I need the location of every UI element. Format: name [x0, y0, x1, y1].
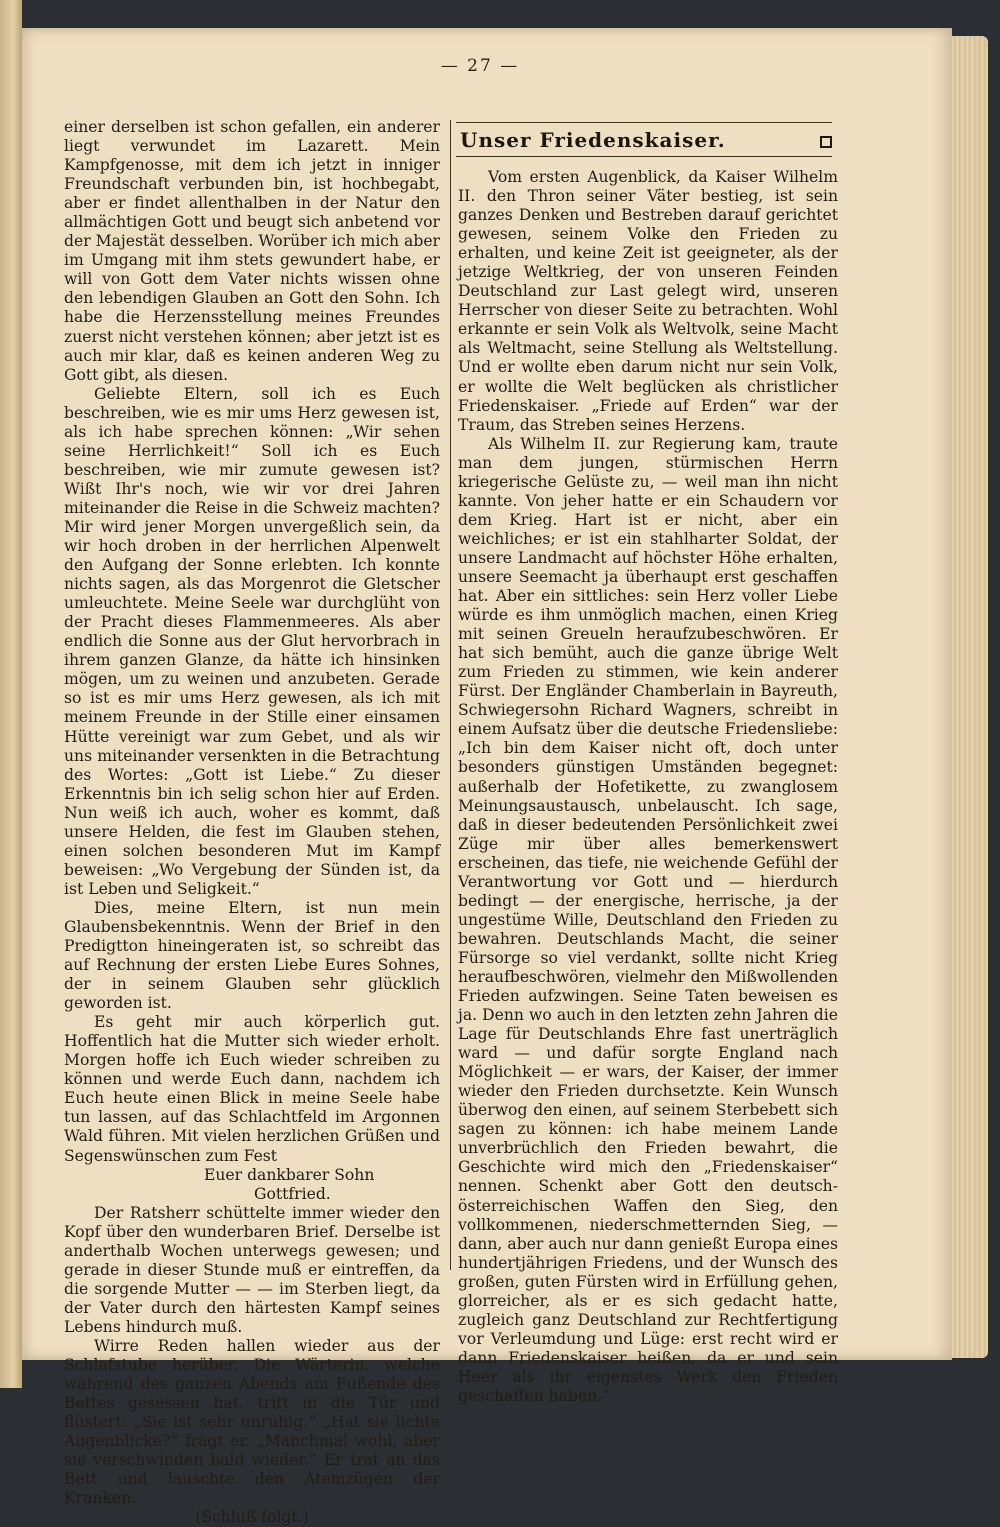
paragraph: Geliebte Eltern, soll ich es Euch beschreiben, wie es mir ums Herz gewesen ist, als ich habe sprechen können: „Wir sehen seine Herrlichkeit!“ Soll ich es Euch beschreiben, wie mir zumute gewesen ist? Wißt Ihr's noch, wie wir vor drei Jahren miteinander die Reise in die Schweiz machten? Mir wird jener Morgen unvergeßlich sein, da wir hoch droben in der herrlichen Alpenwelt den Aufgang der Sonne erlebten. Ich konnte nichts sagen, als das Morgenrot die Gletscher umleuchtete. Meine Seele war durchglüht von der Pracht dieses Flammenmeeres. Als aber endlich die Sonne aus der Glut hervorbrach in ihrem ganzen Glanze, da hätte ich hinsinken mögen, um zu weinen und anzubeten. Gerade so ist es mir ums Herz gewesen, als ich mit meinem Freunde in der Stille einer einsamen Hütte vereinigt war zum Gebet, und als wir uns miteinander versenkten in die Betrachtung des Wortes: „Gott ist Liebe.“ Zu dieser Erkenntnis bin ich selig schon hier auf Erden. Nun weiß ich auch, woher es kommt, daß unsere Helden, die fest im Glauben stehen, einen solchen besonderen Mut im Kampf beweisen: „Wo Vergebung der Sünden ist, da ist Leben und Seligkeit.“ — [64, 384, 440, 898]
book-spine — [0, 0, 22, 1388]
right-column — [458, 168, 838, 1406]
paragraph: Wirre Reden hallen wieder aus der Schlafstube herüber. Die Wärterin, welche während des ganzen Abends am Fußende des Bettes gesessen hat, tritt in die Tür und flüstert: „Sie ist sehr unruhig.“ „Hat sie lichte Augenblicke?“ fragt er. „Manchmal wohl, aber sie verschwinden bald wieder.“ Er trat an das Bett und lauschte den Atemzügen der Kranken. — [64, 1337, 440, 1508]
page-number: — 27 — — [440, 56, 520, 76]
paragraph: Als Wilhelm II. zur Regierung kam, traute man dem jungen, stürmischen Herrn kriegerische Gelüste zu, — weil man ihn nicht kannte. Von jeher hatte er ein Schaudern vor dem Krieg. Hart ist er nicht, aber ein weichliches; er ist ein stahlharter Soldat, der unsere Landmacht auf höchster Höhe erhalten, unsere Seemacht ja überhaupt erst geschaffen hat. Aber ein sittliches: sein Herz voller Liebe würde es ihm unmöglich machen, einen Krieg mit seinen Greueln heraufzubeschwören. Er hat sich bemüht, auch die ganze übrige Welt zum Frieden zu stimmen, wie kein anderer Fürst. Der Engländer Chamberlain in Bayreuth, Schwiegersohn Richard Wagners, schreibt in einem Aufsatz über die deutsche Friedensliebe: „Ich bin dem Kaiser nicht oft, doch unter besonders günstigen Umständen begegnet: außerhalb der Hofetikette, zu zwanglosem Meinungsaustausch, unbelauscht. Ich sage, daß in dieser bedeutenden Persönlichkeit zwei Züge mir über alles bemerkenswert erscheinen, das tiefe, nie weichende Gefühl der Verantwortung vor Gott und — hierdurch bedingt — der energische, herrische, ja der ungestüme Wille, Deutschland den Frieden zu bewahren. Deutschlands Macht, die seiner Fürsorge so viel verdankt, sollte nicht Krieg heraufbeschwören, vielmehr den Mißwollenden Frieden aufzwingen. Seine Taten beweisen es ja. Denn wo auch in den letzten zehn Jahren die Lage für Deutschlands Ehre fast unerträglich ward — und dafür sorgte England nach Möglichkeit — er wars, der Kaiser, der immer wieder den Frieden durchsetzte. Kein Wunsch überwog den einen, auf seinem Sterbebett sich sagen zu können: ich habe meinem Lande unverbrüchlich den Frieden bewahrt, die Geschichte wird mich den „Friedenskaiser“ nennen. Schenkt aber Gott den deutsch-österreichischen Waffen den Sieg, den vollkommenen, niederschmetternden Sieg, — dann, aber auch nur dann genießt Europa eines hundertjährigen Friedens, und der Wunsch des großen, guten Fürsten wird in Erfüllung gehen, glorreicher, als er es sich gedacht hatte, zugleich ganz Deutschland zur Rechtfertigung vor Verleumdung und Lüge: erst recht wird er dann Friedenskaiser heißen, da er und sein Heer als ihr eigenstes Werk den Frieden geschaffen haben.“ — [458, 434, 838, 1405]
paragraph: (Schluß folgt.) — [195, 1508, 309, 1527]
square-ornament-icon — [820, 136, 832, 148]
paragraph: einer derselben ist schon gefallen, ein anderer liegt verwundet im Lazarett. Mein Kampfgenosse, mit dem ich jetzt in inniger Freundschaft verbunden bin, ist hochbegabt, aber er findet allenthalben in der Natur den allmächtigen Gott und beugt sich anbetend vor der Majestät desselben. Worüber ich mich aber im Umgang mit ihm stets gewundert habe, er will von Gott dem Vater nichts wissen ohne den lebendigen Glauben an Gott den Sohn. Ich habe die Herzensstellung meines Freundes zuerst nicht verstehen können; aber jetzt ist es auch mir klar, daß es keinen anderen Weg zu Gott gibt, als diesen. — [64, 118, 441, 384]
paragraph: Gottfried. — [254, 1184, 331, 1203]
title-rule-top — [456, 122, 832, 123]
title-rule-bottom — [456, 156, 832, 157]
article-title: Unser Friedenskaiser. — [460, 128, 726, 152]
column-divider — [450, 120, 451, 1270]
paragraph: Vom ersten Augenblick, da Kaiser Wilhelm II. den Thron seiner Väter bestieg, ist sein ganzes Denken und Bestreben darauf gerichtet gewesen, seinem Volke den Frieden zu erhalten, und keine Zeit ist geeigneter, als der jetzige Weltkrieg, der von unseren Feinden Deutschland zur Last gelegt wird, unseren Herrscher von dieser Seite zu betrachten. Wohl erkannte er sein Volk als Weltvolk, seine Macht als Weltmacht, seine Stellung als Weltstellung. Und er wollte eben darum nicht nur sein Volk, er wollte die Welt beglücken als christlicher Friedenskaiser. „Friede auf Erden“ war der Traum, das Streben seines Herzens. — [458, 168, 838, 434]
left-column — [64, 118, 440, 1527]
paragraph: Euer dankbarer Sohn — [204, 1165, 375, 1184]
paragraph: Der Ratsherr schüttelte immer wieder den Kopf über den wunderbaren Brief. Derselbe ist anderthalb Wochen unterwegs gewesen; und gerade in dieser Stunde muß er eintreffen, da die sorgende Mutter — — im Sterben liegt, da der Vater durch den härtesten Kampf seines Lebens hindurch muß. — [64, 1203, 440, 1336]
paragraph: Es geht mir auch körperlich gut. Hoffentlich hat die Mutter sich wieder erholt. Morgen hoffe ich Euch wieder schreiben zu können und werde Euch dann, nachdem ich Euch heute einen Blick in meine Seele habe tun lassen, auf das Schlachtfeld im Argonnen Wald führen. Mit vielen herzlichen Grüßen und Segenswünschen zum Fest — [64, 1013, 440, 1165]
paragraph: Dies, meine Eltern, ist nun mein Glaubensbekenntnis. Wenn der Brief in den Predigtton hineingeraten ist, so schreibt das auf Rechnung der ersten Liebe Eures Sohnes, der in seinem Glauben sehr glücklich geworden ist. — [64, 898, 440, 1013]
